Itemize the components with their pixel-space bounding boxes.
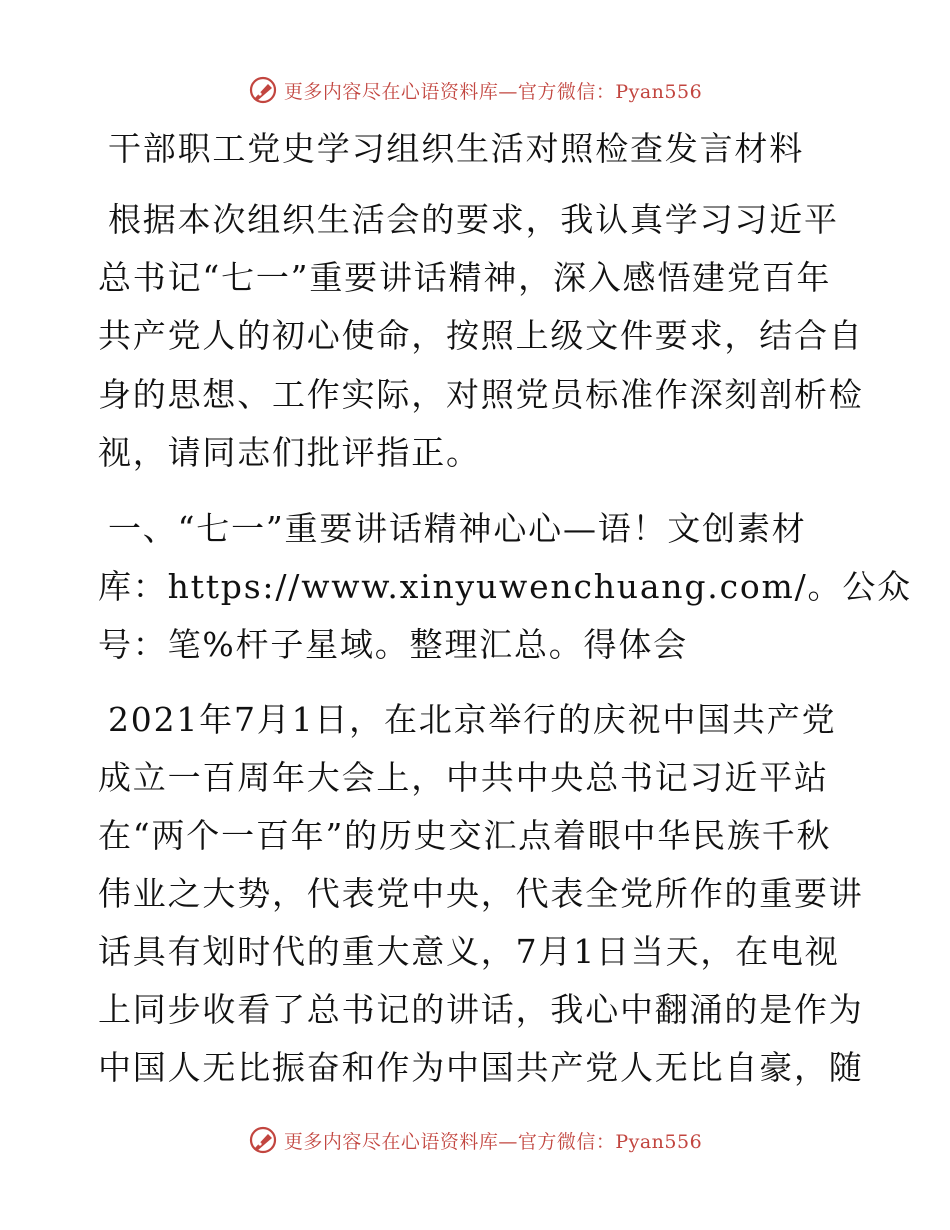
paragraph-line: 号：笔%杆子星域。整理汇总。得体会 xyxy=(98,625,688,664)
paragraph-line: 成立一百周年大会上，中共中央总书记习近平站 xyxy=(98,758,829,797)
paragraph-line: 总书记“七一”重要讲话精神，深入感悟建党百年 xyxy=(98,258,832,297)
pen-nib-logo xyxy=(248,1125,278,1155)
paragraph-line: 2021年7月1日，在北京举行的庆祝中国共产党 xyxy=(108,700,837,739)
paragraph-line: 一、“七一”重要讲话精神心心—语！文创素材 xyxy=(108,509,807,548)
header-banner xyxy=(0,70,950,110)
paragraph-line: 根据本次组织生活会的要求，我认真学习习近平 xyxy=(108,200,839,239)
paragraph-line: 话具有划时代的重大意义，7月1日当天，在电视 xyxy=(98,932,840,971)
pen-nib-logo xyxy=(248,75,278,105)
paragraph-line: 中国人无比振奋和作为中国共产党人无比自豪，随 xyxy=(98,1048,864,1087)
footer-banner xyxy=(0,1120,950,1160)
paragraph-line: 共产党人的初心使命，按照上级文件要求，结合自 xyxy=(98,316,864,355)
paragraph-line: 伟业之大势，代表党中央，代表全党所作的重要讲 xyxy=(98,874,864,913)
banner-text: 更多内容尽在心语资料库—官方微信：Pyan556 xyxy=(283,1130,703,1153)
paragraph-line: 库：https://www.xinyuwenchuang.com/。公众 xyxy=(98,567,912,606)
paragraph-line: 视，请同志们批评指正。 xyxy=(98,433,481,472)
paragraph-line: 在“两个一百年”的历史交汇点着眼中华民族千秋 xyxy=(98,816,832,855)
banner-text: 更多内容尽在心语资料库—官方微信：Pyan556 xyxy=(283,80,703,103)
paragraph-line: 身的思想、工作实际，对照党员标准作深刻剖析检 xyxy=(98,375,864,414)
paragraph-line: 上同步收看了总书记的讲话，我心中翻涌的是作为 xyxy=(98,990,864,1029)
document-title: 干部职工党史学习组织生活对照检查发言材料 xyxy=(108,129,804,168)
